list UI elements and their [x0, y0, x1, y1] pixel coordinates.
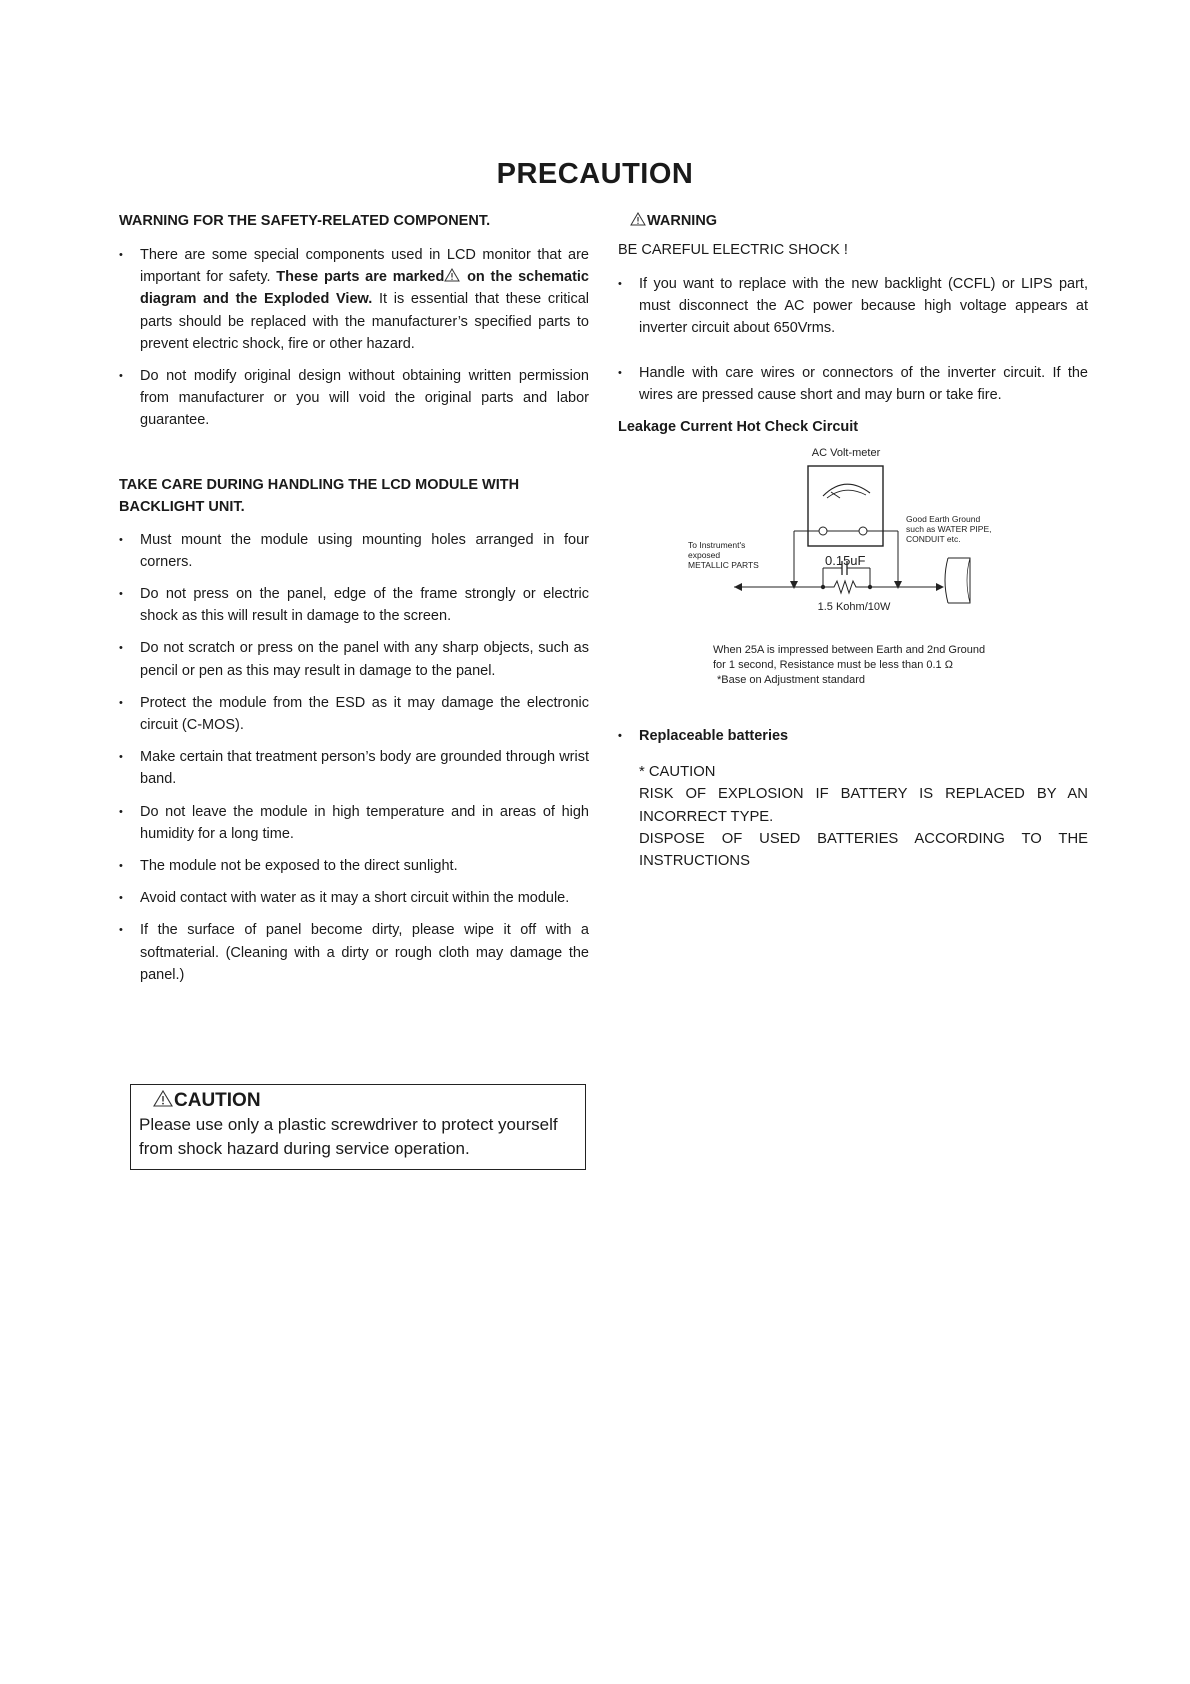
list-item: • The module not be exposed to the direct sunlight. — [119, 855, 589, 877]
safety-component-list — [119, 244, 589, 432]
battery-caution-label: * CAUTION — [639, 764, 716, 781]
shock-warning-line: BE CAREFUL ELECTRIC SHOCK ! — [618, 242, 848, 258]
caution-box — [130, 1084, 586, 1170]
battery-caution-block — [618, 761, 1088, 872]
left-column — [119, 210, 589, 996]
heading-line: BACKLIGHT UNIT. — [119, 498, 245, 515]
list-item: • Avoid contact with water as it may a short circuit within the module. — [119, 887, 589, 909]
instrument-label: exposed — [688, 550, 721, 560]
batteries-section — [618, 725, 1088, 872]
meter-terminal — [819, 527, 827, 535]
warning-triangle-icon — [153, 1090, 173, 1107]
circuit-note: for 1 second, Resistance must be less than 0.1 Ω — [713, 659, 953, 671]
item-bold-text: on the schematic diagram and the Exploded View. — [140, 269, 589, 308]
ground-label: CONDUIT etc. — [906, 534, 961, 544]
lcd-handling-list — [119, 529, 589, 986]
resistor-label: 1.5 Kohm/10W — [817, 601, 891, 613]
list-item: • Replaceable batteries — [618, 725, 1088, 747]
list-item — [119, 244, 589, 355]
lcd-handling-heading — [119, 474, 589, 518]
caution-title — [153, 1089, 577, 1113]
batteries-list — [618, 725, 1088, 747]
caution-line: from shock hazard during service operation. — [139, 1139, 470, 1158]
circuit-note: When 25A is impressed between Earth and 2nd Ground — [713, 644, 986, 656]
list-item: • Do not leave the module in high temperature and in areas of high humidity for a long time. — [119, 801, 589, 845]
list-item: • Do not modify original design without obtaining written permission from manufacturer or you will void the original parts and labor guarantee. — [119, 365, 589, 432]
heading-line: TAKE CARE DURING HANDLING THE LCD MODULE WITH — [119, 476, 520, 493]
warning-heading-text: WARNING — [647, 213, 718, 229]
meter-terminal — [859, 527, 867, 535]
arrow-right-icon — [936, 583, 944, 591]
item-text: It is essential that these critical parts should be replaced with the manufacturer’s specified parts to prevent electric shock, fire or other hazard. — [140, 291, 590, 352]
safety-component-heading: WARNING FOR THE SAFETY-RELATED COMPONENT. — [119, 213, 491, 229]
instrument-label: To Instrument's — [688, 540, 746, 550]
item-bold-text: These parts are marked — [276, 269, 445, 286]
warning-list — [618, 273, 1088, 406]
circuit-note: *Base on Adjustment standard — [717, 674, 865, 686]
list-item: • Do not scratch or press on the panel with any sharp objects, such as pencil or pen as this may result in damage to the panel. — [119, 637, 589, 681]
ground-label: such as WATER PIPE, — [906, 524, 992, 534]
leakage-check-circuit-diagram — [618, 440, 1088, 692]
caution-title-text: CAUTION — [174, 1090, 261, 1111]
list-item: • Make certain that treatment person’s body are grounded through wrist band. — [119, 746, 589, 790]
capacitor-label: 0.15uF — [825, 553, 866, 568]
page-title: PRECAUTION — [496, 158, 694, 190]
arrow-left-icon — [734, 583, 742, 591]
volt-meter-box — [808, 466, 883, 546]
list-item: • If you want to replace with the new backlight (CCFL) or LIPS part, must disconnect the AC power because high voltage appears at inverter circuit about 650Vrms. — [618, 273, 1088, 340]
list-item: • Handle with care wires or connectors of the inverter circuit. If the wires are pressed cause short and may burn or take fire. — [618, 362, 1088, 406]
list-item: • Protect the module from the ESD as it may damage the electronic circuit (C-MOS). — [119, 692, 589, 736]
list-item: • Must mount the module using mounting holes arranged in four corners. — [119, 529, 589, 573]
warning-triangle-icon — [630, 212, 646, 226]
warning-triangle-icon — [444, 268, 460, 282]
caution-line: Please use only a plastic screwdriver to protect yourself — [139, 1115, 558, 1134]
right-column — [618, 210, 1088, 438]
circuit-heading: Leakage Current Hot Check Circuit — [618, 419, 859, 436]
battery-caution-line: DISPOSE OF USED BATTERIES ACCORDING TO THE INSTRUCTIONS — [639, 830, 1088, 870]
meter-label: AC Volt-meter — [811, 447, 881, 459]
list-item: • If the surface of panel become dirty, please wipe it off with a softmaterial. (Cleaning with a dirty or rough cloth may damage the panel.) — [119, 919, 589, 986]
item-text: There are some special components used in LCD monitor that are important for safety. — [140, 247, 589, 286]
list-item: • Do not press on the panel, edge of the frame strongly or electric shock as this will result in damage to the screen. — [119, 583, 589, 627]
ground-label: Good Earth Ground — [906, 514, 981, 524]
resistor-symbol — [823, 581, 870, 593]
instrument-label: METALLIC PARTS — [688, 560, 759, 570]
warning-heading — [630, 210, 1088, 232]
battery-caution-line: RISK OF EXPLOSION IF BATTERY IS REPLACED BY AN INCORRECT TYPE. — [639, 786, 1088, 825]
